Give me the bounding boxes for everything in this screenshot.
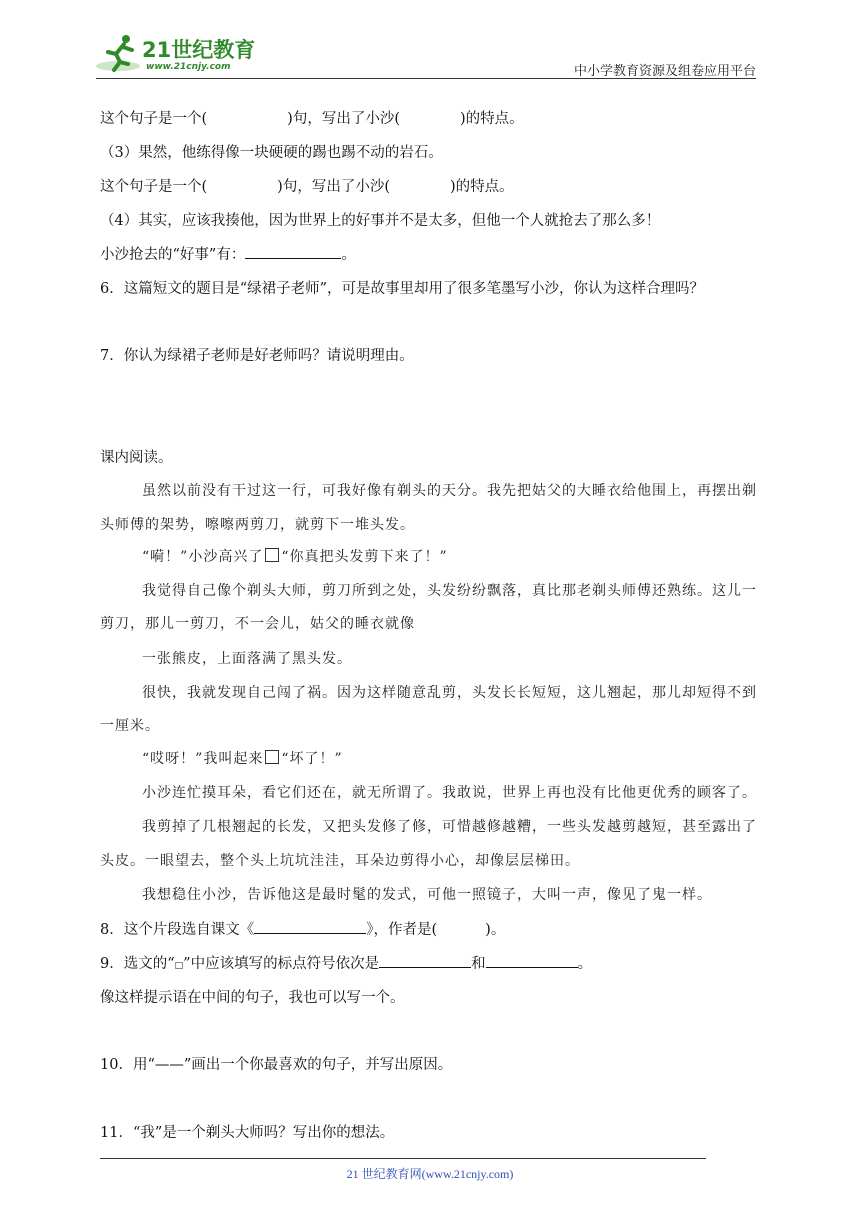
- punctuation-box: [265, 750, 279, 764]
- site-logo: [96, 32, 266, 78]
- question-9: [100, 952, 592, 973]
- text-segment: 小沙抢去的“好事”有：: [100, 247, 246, 263]
- passage-line: [142, 546, 448, 566]
- passage-line: 一厘米。: [100, 718, 160, 734]
- text-segment: 。: [577, 956, 593, 972]
- q5-item4-answer: [100, 243, 356, 264]
- passage-line: 头皮。一眼望去，整个头上坑坑洼洼，耳朵边剪得小心，却像层层梯田。: [100, 853, 580, 869]
- logo-url: www.21cnjy.com: [146, 62, 231, 72]
- question-11: 11．“我”是一个剃头大师吗？写出你的想法。: [100, 1125, 395, 1141]
- question-10: 10．用“——”画出一个你最喜欢的句子，并写出原因。: [100, 1057, 453, 1073]
- passage-line: 很快，我就发现自己闯了祸。因为这样随意乱剪，头发长长短短，这儿翘起，那儿却短得不到: [142, 685, 757, 701]
- text-segment: )句，写出了小沙(: [287, 111, 400, 127]
- question-9-extra: 像这样提示语在中间的句子，我也可以写一个。: [100, 990, 405, 1006]
- passage-line: 虽然以前没有干过这一行，可我好像有剃头的天分。我先把姑父的大睡衣给他围上，再摆出剃: [142, 483, 757, 499]
- passage-line: 小沙连忙摸耳朵，看它们还在，就无所谓了。我敢说，世界上再也没有比他更优秀的顾客了。: [142, 785, 757, 801]
- q5-item3-line: [100, 175, 514, 196]
- section-title: 课内阅读。: [100, 450, 173, 466]
- passage-line: [142, 748, 343, 768]
- passage-line: 我剪掉了几根翘起的长发，又把头发修了修，可惜越修越糟，一些头发越剪越短，甚至露出了: [142, 819, 757, 835]
- answer-blank[interactable]: [486, 953, 578, 968]
- text-segment: 这个句子是一个(: [100, 111, 208, 127]
- logo-text: 21世纪教育: [142, 38, 256, 62]
- text-segment: )的特点。: [450, 179, 514, 195]
- question-6: 6．这篇短文的题目是“绿裙子老师”，可是故事里却用了很多笔墨写小沙，你认为这样合理吗？: [100, 281, 705, 297]
- text-segment: 》，作者是(: [366, 922, 438, 938]
- text-segment: )的特点。: [460, 111, 524, 127]
- footer-divider: [100, 1158, 706, 1159]
- text-segment: 8．这个片段选自课文《: [100, 922, 255, 938]
- text-segment: 9．选文的“: [100, 956, 175, 972]
- q5-item4: （4）其实，应该我揍他，因为世界上的好事并不是太多，但他一个人就抢去了那么多！: [100, 213, 661, 229]
- question-7: 7．你认为绿裙子老师是好老师吗？请说明理由。: [100, 348, 414, 364]
- question-8: [100, 918, 505, 939]
- header-divider: [96, 78, 756, 79]
- passage-line: 我觉得自己像个剃头大师，剪刀所到之处，头发纷纷飘落，真比那老剃头师傅还熟练。这儿一: [142, 583, 757, 599]
- text-segment: ”中应该填写的标点符号依次是: [183, 956, 380, 972]
- text-segment: 。: [341, 247, 356, 263]
- text-segment: )。: [485, 922, 506, 938]
- punctuation-box: [265, 548, 279, 562]
- text-segment: “嗬！”小沙高兴了: [142, 549, 264, 565]
- text-segment: 这个句子是一个(: [100, 179, 208, 195]
- answer-blank[interactable]: [245, 244, 341, 259]
- text-segment: “你真把头发剪下来了！”: [281, 549, 448, 565]
- text-segment: )句，写出了小沙(: [277, 179, 390, 195]
- text-segment: “哎呀！”我叫起来: [142, 751, 264, 767]
- answer-blank[interactable]: [379, 953, 471, 968]
- text-segment: 和: [471, 956, 486, 972]
- answer-blank[interactable]: [254, 919, 366, 934]
- passage-line: 我想稳住小沙，告诉他这是最时髦的发式，可他一照镜子，大叫一声，像见了鬼一样。: [142, 887, 712, 903]
- q5-item2-line: [100, 107, 524, 128]
- runner-logo-icon: [96, 32, 144, 76]
- text-segment: “坏了！”: [281, 751, 343, 767]
- passage-line: 剪刀，那儿一剪刀，不一会儿，姑父的睡衣就像: [100, 616, 415, 632]
- passage-line: 一张熊皮，上面落满了黑头发。: [142, 651, 352, 667]
- footer-text[interactable]: 21 世纪教育网(www.21cnjy.com): [346, 1167, 514, 1181]
- q5-item3: （3）果然，他练得像一块硬硬的踢也踢不动的岩石。: [100, 145, 443, 161]
- text-segment: □: [174, 961, 184, 971]
- passage-line: 头师傅的架势，嚓嚓两剪刀，就剪下一堆头发。: [100, 517, 415, 533]
- platform-name: 中小学教育资源及组卷应用平台: [573, 64, 756, 79]
